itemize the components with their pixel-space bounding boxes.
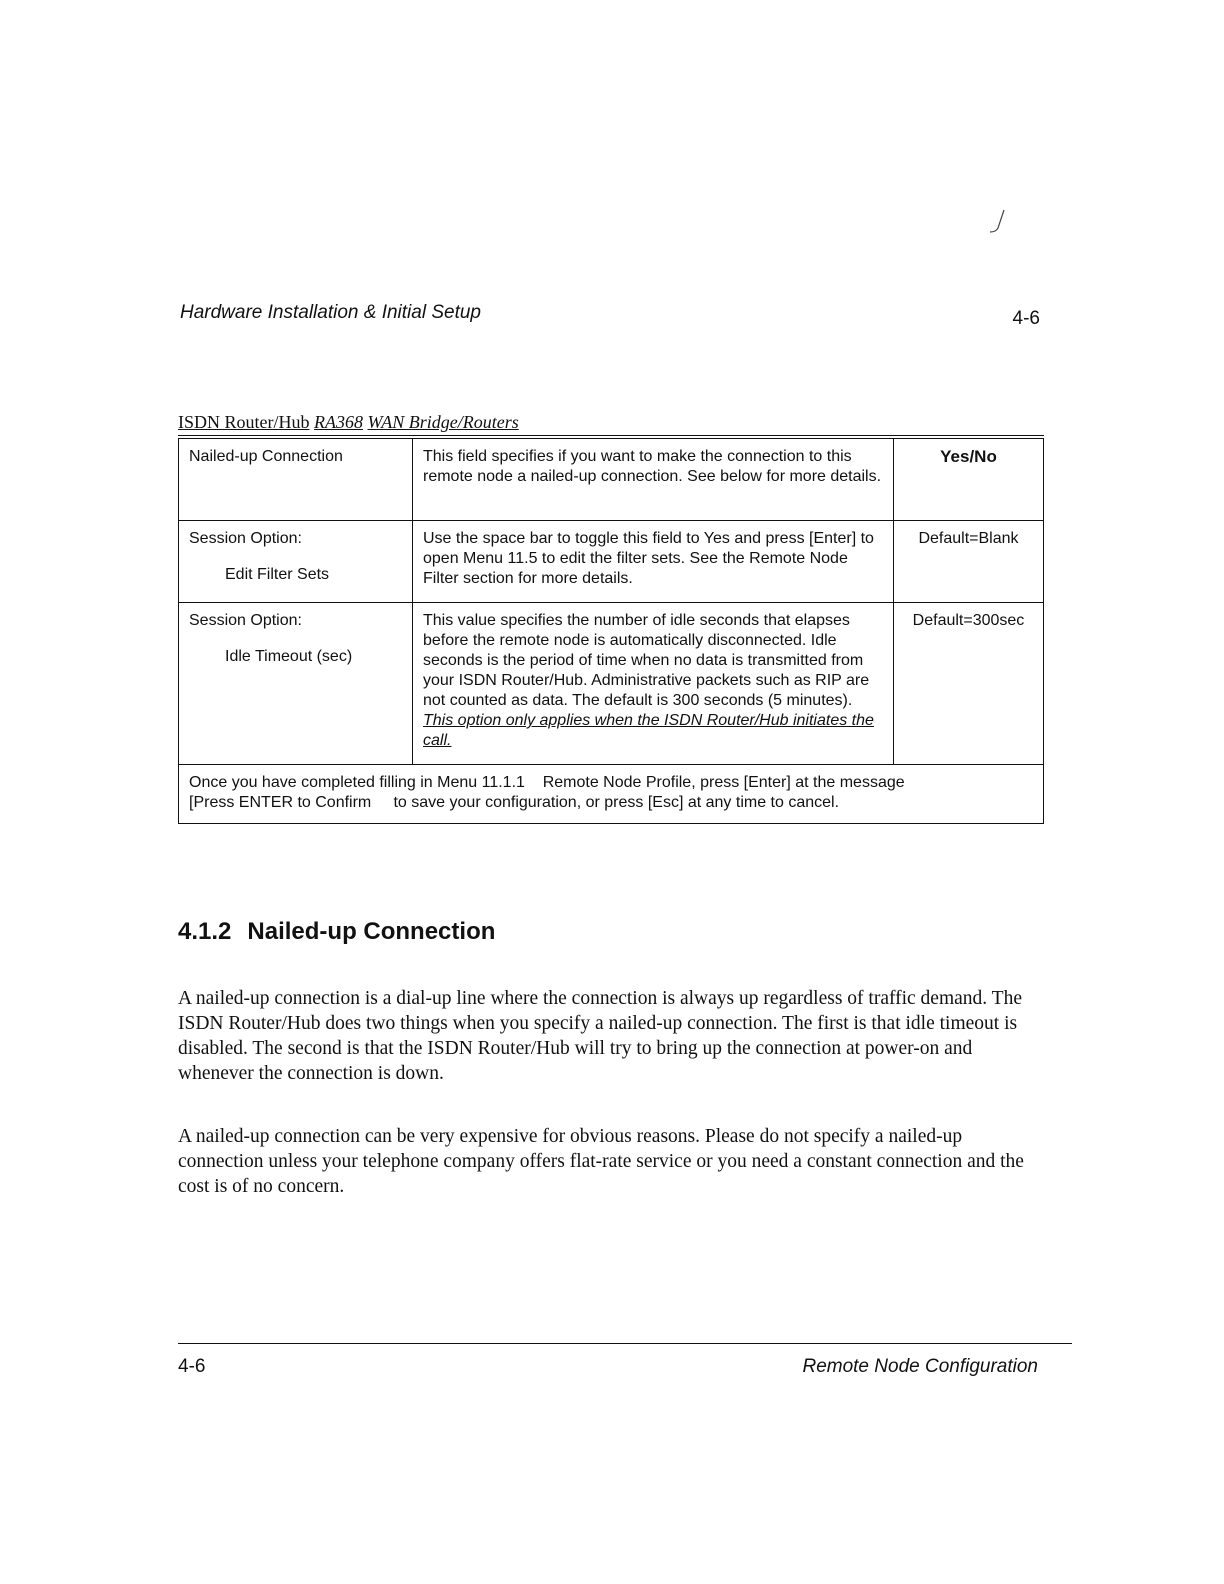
table-caption: [178, 412, 1044, 436]
caption-product: ISDN Router/Hub: [178, 412, 310, 432]
value-cell: [894, 521, 1044, 603]
table-note-line: Once you have completed filling in Menu 11.1.1 Remote Node Profile, press [Enter] at the message: [189, 774, 905, 791]
section-title: Nailed-up Connection: [247, 918, 496, 945]
field-description: This field specifies if you want to make the connection to this remote node a nailed-up connection. See below for more details.: [423, 448, 882, 485]
field-value: Yes/No: [940, 447, 997, 466]
table-row: [179, 603, 1044, 765]
table-row: [179, 521, 1044, 603]
caption-series: WAN Bridge/Routers: [367, 412, 519, 432]
body-paragraph: A nailed-up connection can be very expensive for obvious reasons. Please do not specify a nailed-up connection unless your telephone company offers flat-rate service or you need a constant connection and the cost is of no concern.: [178, 1126, 1024, 1197]
field-value: Default=Blank: [918, 530, 1019, 547]
table-note-row: [179, 765, 1044, 824]
field-subname: Idle Timeout (sec): [225, 648, 353, 665]
footer-page-number: 4-6: [178, 1356, 206, 1377]
section-number: 4.1.2: [178, 918, 232, 945]
field-description: Use the space bar to toggle this field to Yes and press [Enter] to open Menu 11.5 to edit the filter sets. See the Remote Node Filter section for more details.: [423, 530, 874, 587]
footer-rule: [178, 1343, 1072, 1344]
header-title: Hardware Installation & Initial Setup: [180, 302, 481, 323]
description-cell: [413, 603, 894, 765]
table-row: [179, 439, 1044, 521]
section-heading: [178, 918, 495, 946]
field-subname: Edit Filter Sets: [225, 566, 330, 583]
value-cell: [894, 439, 1044, 521]
description-cell: [413, 521, 894, 603]
field-name-cell: [179, 439, 413, 521]
pen-mark-icon: [984, 208, 1008, 234]
table-note-cell: [179, 765, 1044, 824]
footer-chapter-title: Remote Node Configuration: [802, 1356, 1038, 1377]
field-description-table: [178, 438, 1044, 824]
field-name-cell: [179, 521, 413, 603]
running-header: [180, 302, 1040, 332]
header-page-number: 4-6: [1012, 308, 1040, 329]
field-description-note: This option only applies when the ISDN Router/Hub initiates the call.: [423, 712, 874, 749]
body-paragraph: A nailed-up connection is a dial-up line where the connection is always up regardless of traffic demand. The ISDN Router/Hub does two things when you specify a nailed-up connection. The first is that idle timeout is disabled. The second is that the ISDN Router/Hub will try to bring up the connection at power-on and whenever the connection is down.: [178, 988, 1023, 1084]
field-name: Session Option:: [189, 530, 302, 547]
description-cell: [413, 439, 894, 521]
field-name: Nailed-up Connection: [189, 448, 343, 465]
field-name: Session Option:: [189, 612, 302, 629]
field-description: This value specifies the number of idle seconds that elapses before the remote node is automatically disconnected. Idle seconds is the period of time when no data is transmitted from your ISDN Router/Hub. Administrative packets such as RIP are not counted as data. The default is 300 seconds (5 minutes).: [423, 612, 870, 709]
caption-model: RA368: [314, 412, 363, 432]
value-cell: [894, 603, 1044, 765]
field-value: Default=300sec: [912, 612, 1025, 629]
table-note-line: [Press ENTER to Confirm to save your configuration, or press [Esc] at any time to cancel.: [189, 794, 840, 811]
field-name-cell: [179, 603, 413, 765]
